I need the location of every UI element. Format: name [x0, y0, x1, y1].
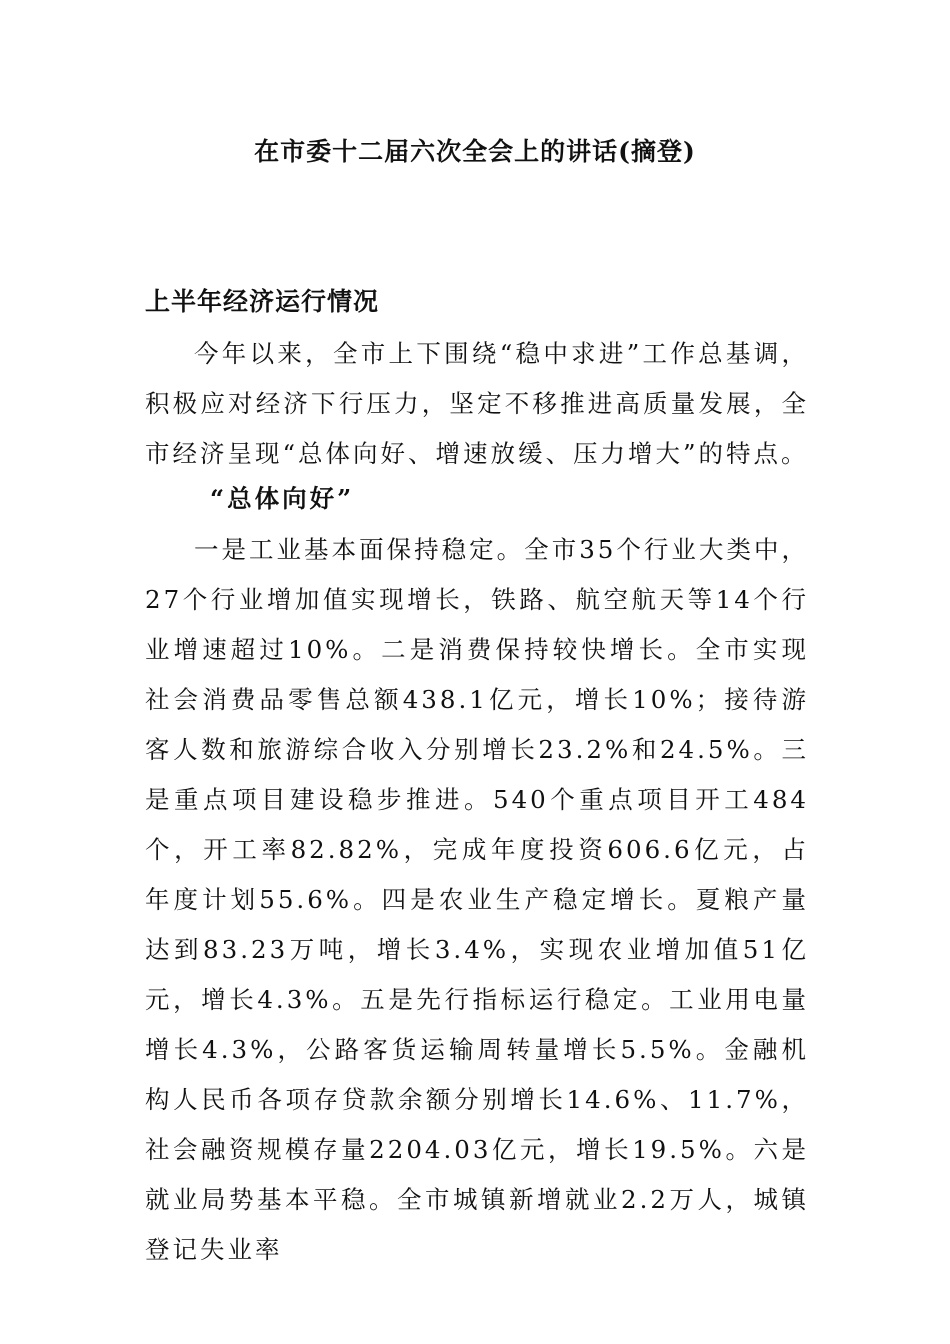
document-title: 在市委十二届六次全会上的讲话(摘登): [254, 137, 696, 166]
sub-heading: “总体向好”: [210, 484, 355, 513]
section-heading: 上半年经济运行情况: [145, 287, 380, 316]
details-paragraph: 一是工业基本面保持稳定。全市35个行业大类中，27个行业增加值实现增长，铁路、航空航天等14个行业增速超过10%。二是消费保持较快增长。全市实现社会消费品零售总额438.1亿元，增长10%；接待游客人数和旅游综合收入分别增长23.2%和24.5%。三是重点项目建设稳步推进。540个重点项目开工484个，开工率82.82%，完成年度投资606.6亿元，占年度计划55.6%。四是农业生产稳定增长。夏粮产量达到83.23万吨，增长3.4%，实现农业增加值51亿元，增长4.3%。五是先行指标运行稳定。工业用电量增长4.3%，公路客货运输周转量增长5.5%。金融机构人民币各项存贷款余额分别增长14.6%、11.7%，社会融资规模存量2204.03亿元，增长19.5%。六是就业局势基本平稳。全市城镇新增就业2.2万人，城镇登记失业率: [145, 535, 809, 1264]
intro-paragraph: 今年以来，全市上下围绕“稳中求进”工作总基调，积极应对经济下行压力，坚定不移推进高质量发展，全市经济呈现“总体向好、增速放缓、压力增大”的特点。: [145, 339, 809, 468]
